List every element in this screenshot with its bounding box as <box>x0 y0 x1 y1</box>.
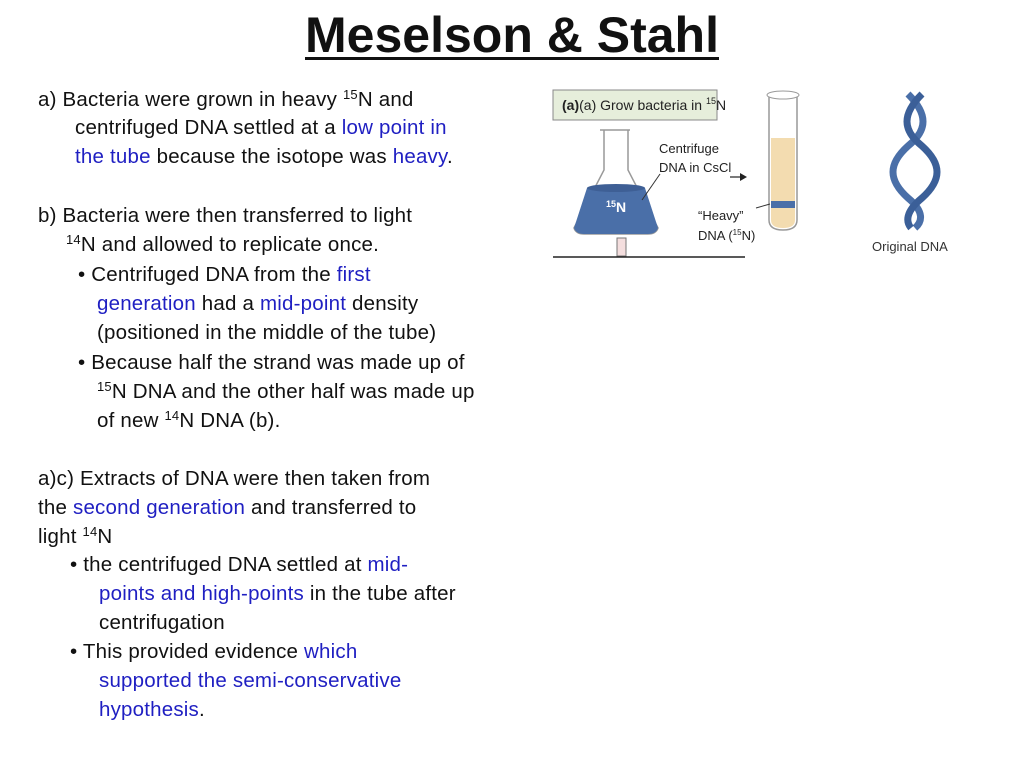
text-segment: . <box>446 145 453 168</box>
text-segment: b) Bacteria were then transferred to light <box>38 204 413 227</box>
stand-post <box>617 238 626 256</box>
test-tube-icon <box>756 91 799 230</box>
highlighted-text: mid- <box>367 553 409 576</box>
text-line <box>38 495 416 521</box>
highlighted-text: generation <box>97 292 196 315</box>
superscript: 14 <box>66 232 81 247</box>
flask-icon <box>574 130 660 234</box>
text-line <box>99 668 401 694</box>
text-segment: • Centrifuged DNA from the <box>78 263 337 286</box>
text-segment: centrifuged DNA settled at a <box>75 116 342 139</box>
highlighted-text: heavy <box>392 145 447 168</box>
text-line <box>97 291 418 317</box>
heavy-dna-label: DNA ($^{15}$N) <box>698 228 756 243</box>
text-line <box>99 610 225 636</box>
original-dna-label: Original DNA <box>872 239 948 254</box>
text-line <box>97 408 280 434</box>
text-segment: light <box>38 525 83 548</box>
text-line <box>66 232 379 258</box>
superscript: 14 <box>164 408 180 423</box>
text-segment: • This provided evidence <box>70 640 305 663</box>
text-segment: . <box>199 698 205 721</box>
text-segment: a) Bacteria were grown in heavy <box>38 88 343 111</box>
text-segment: because the isotope was <box>150 145 393 168</box>
text-segment: N and allowed to replicate once. <box>80 233 380 256</box>
text-segment: had a <box>195 292 260 315</box>
text-line <box>78 350 465 376</box>
text-segment: N DNA (b). <box>179 409 281 432</box>
centrifuge-label: Centrifuge <box>659 141 719 156</box>
text-line <box>38 87 414 113</box>
highlighted-text: low point in <box>341 116 447 139</box>
highlighted-text: points and high-points <box>99 582 304 605</box>
text-line <box>97 379 475 405</box>
highlighted-text: mid-point <box>259 292 347 315</box>
dna-helix-icon <box>893 94 937 228</box>
meselson-stahl-figure <box>550 80 970 270</box>
text-line <box>38 524 112 550</box>
step-label-box <box>553 90 726 120</box>
text-segment: (positioned in the middle of the tube) <box>97 321 437 344</box>
highlighted-text: hypothesis <box>99 698 200 721</box>
highlighted-text: the tube <box>75 145 151 168</box>
text-line <box>70 639 357 665</box>
text-segment: N and <box>357 88 414 111</box>
text-segment: N <box>97 525 113 548</box>
text-line <box>38 466 430 492</box>
svg-text:(a)(a) Grow bacteria in 15N: (a)(a) Grow bacteria in $^{15}$N <box>562 96 727 113</box>
highlighted-text: which <box>304 640 358 663</box>
text-segment: in the tube after <box>304 582 456 605</box>
text-segment: the <box>38 496 73 519</box>
highlighted-text: first <box>336 263 371 286</box>
cscl-label: DNA in CsCl <box>659 160 732 175</box>
text-segment: • Because half the strand was made up of <box>78 351 465 374</box>
text-segment: density <box>346 292 419 315</box>
slide-title: Meselson & Stahl <box>305 7 719 63</box>
superscript: 14 <box>82 524 98 539</box>
text-line <box>75 144 453 170</box>
text-line <box>70 552 408 578</box>
arrow-icon <box>730 173 747 181</box>
highlighted-text: second generation <box>73 496 246 519</box>
text-line <box>99 697 205 723</box>
svg-text:15N: $^{15}$N <box>606 199 627 215</box>
text-segment: a)c) Extracts of DNA were then taken from <box>38 467 431 490</box>
text-segment: centrifugation <box>99 611 225 634</box>
text-segment: N DNA and the other half was made up <box>111 380 475 403</box>
text-segment: of new <box>97 409 165 432</box>
text-segment: and transferred to <box>245 496 417 519</box>
superscript: 15 <box>342 87 358 102</box>
text-line <box>78 262 371 288</box>
text-line <box>75 115 447 141</box>
superscript: 15 <box>97 379 112 394</box>
heavy-label: “Heavy” <box>698 208 744 223</box>
highlighted-text: supported the semi-conservative <box>99 669 402 692</box>
text-line <box>38 203 412 229</box>
text-segment: • the centrifuged DNA settled at <box>70 553 368 576</box>
text-line <box>99 581 456 607</box>
text-line <box>97 320 436 346</box>
